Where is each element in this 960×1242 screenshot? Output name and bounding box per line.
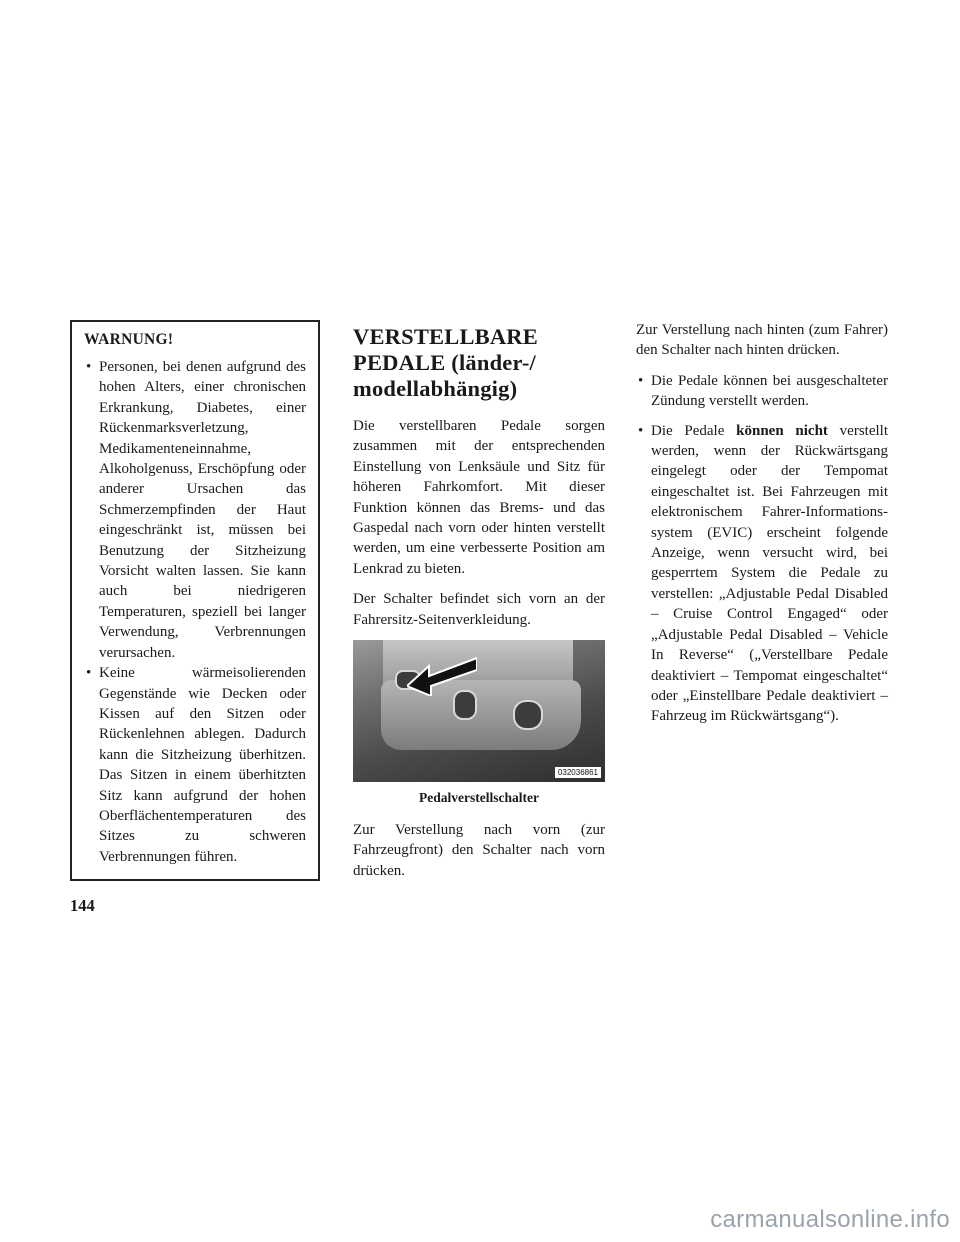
right-para-1: Zur Verstellung nach hinten (zum Fahrer) den Schalter nach hinten drücken.: [636, 322, 888, 359]
right-column: [636, 320, 888, 736]
bullet-2-post: verstellt werden, wenn der Rückwärtsgang eingelegt oder der Tempomat eingeschaltet ist. Bei Fahrzeugen mit elektronischem Fahrer-Informations-system (EVIC) erscheint folgende Anzeige, wenn versucht wird, bei gesperrtem System die Pedale zu verstellen: „Adjustable Pedal Disabled – Cruise Control Engaged“ oder „Adjustable Pedal Disabled – Vehicle In Reverse“ („Verstellbare Pedale deaktiviert – Tempomat eingeschaltet“ oder „Einstellbare Pedale deaktiviert – Fahrzeug im Rückwärtsgang“).: [651, 422, 888, 725]
warning-item-2: • Keine wärmeisolierenden Gegenstände wie Decken oder Kissen auf den Sitzen oder Rückenlehnen ablegen. Dadurch kann die Sitzheizung überhitzen. Das Sitzen in einem überhitzten Sitz kann aufgrund der hohen Oberflächentemperaturen des Sitzes zu schweren Verbrennungen führen.: [84, 663, 306, 867]
left-column: [70, 320, 320, 881]
warning-list: [84, 357, 306, 867]
section-heading: VERSTELLBARE PEDALE (länder-/ modellabhängig): [353, 324, 538, 401]
bullet-2-pre: Die Pedale: [651, 422, 737, 439]
right-bullet-1: • Die Pedale können bei ausgeschalteter Zündung verstellt werden.: [636, 371, 888, 412]
image-caption: Pedalverstellschalter: [419, 790, 539, 806]
image-code: 032036861: [555, 767, 601, 778]
right-list: [636, 371, 888, 727]
section-para-3: Zur Verstellung nach vorn (zur Fahrzeugfront) den Schalter nach vorn drücken.: [353, 822, 605, 879]
right-bullet-2: [636, 421, 888, 727]
pedal-switch-photo: [353, 640, 605, 782]
page-number: 144: [70, 896, 95, 915]
section-para-2: Der Schalter befindet sich vorn an der Fahrersitz-Seitenverkleidung.: [353, 591, 605, 628]
warning-title: WARNUNG!: [84, 331, 174, 348]
warning-item-1: • Personen, bei denen aufgrund des hohen Alters, einer chronischen Erkrankung, Diabetes, einer Rückenmarksverletzung, Medikamenteneinnahme, Alkoholgenuss, Erschöpfung oder anderer Ursachen das Schmerzempfinden der Haut eingeschränkt ist, müssen bei Benutzung der Sitzheizung Vorsicht walten lassen. Sie kann auch bei niedrigeren Temperaturen, speziell bei langer Verwendung, Verbrennungen verursachen.: [84, 357, 306, 663]
section-para-1: Die verstellbaren Pedale sorgen zusammen mit der entsprechenden Einstellung von Lenksäule und Sitz für höheren Fahrkomfort. Mit dieser Funktion können das Brems- und das Gaspedal nach vorn oder hinten verstellt werden, um eine verbesserte Position am Lenkrad zu bieten.: [353, 418, 605, 577]
bullet-2-bold: können nicht: [736, 422, 828, 439]
middle-column: [353, 320, 605, 891]
seat-dial: [513, 700, 543, 730]
arrow-icon: [407, 656, 477, 696]
warning-box: [70, 320, 320, 881]
watermark: carmanualsonline.info: [710, 1206, 950, 1233]
